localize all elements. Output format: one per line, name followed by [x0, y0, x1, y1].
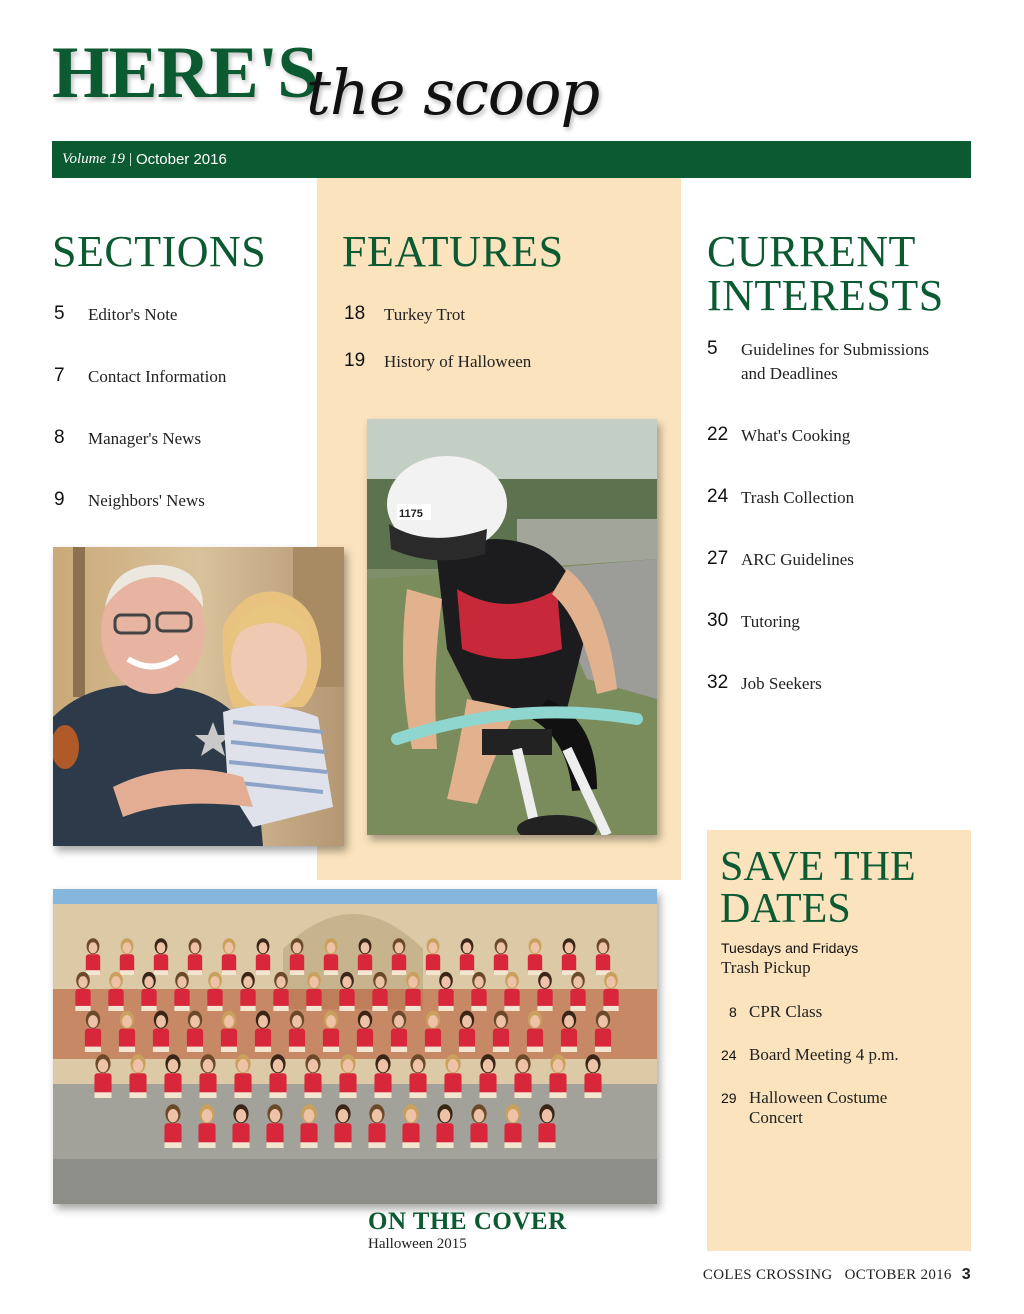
sections-item[interactable]: [54, 489, 205, 513]
dancer-figure: [470, 1104, 487, 1148]
masthead-script-title: the scoop: [306, 56, 600, 129]
dancer-figure: [514, 1054, 531, 1098]
volume-bar: [52, 141, 971, 178]
dancer-figure: [188, 938, 202, 975]
toc-label: Editor's Note: [88, 305, 178, 324]
dancer-figure: [164, 1104, 181, 1148]
dancer-figure: [561, 1011, 577, 1052]
dancer-figure: [549, 1054, 566, 1098]
toc-label: Tutoring: [741, 612, 800, 631]
dancer-figure: [368, 1104, 385, 1148]
helmet-number: 1175: [399, 508, 423, 520]
cover-photo: [53, 889, 657, 1204]
cyclist-image: [367, 419, 657, 835]
current-interests-item[interactable]: [707, 486, 854, 510]
dancer-figure: [120, 938, 134, 975]
dancer-figure: [562, 938, 576, 975]
page-number: 3: [961, 1266, 971, 1283]
toc-page-number: 8: [54, 427, 65, 448]
issue-date: October 2016: [135, 151, 227, 168]
dancer-figure: [85, 1011, 101, 1052]
features-item[interactable]: [344, 350, 531, 374]
toc-label: [741, 338, 929, 386]
save-date-item[interactable]: [721, 1045, 899, 1065]
toc-label-line2: and Deadlines: [741, 364, 838, 383]
toc-page-number: 19: [344, 350, 366, 371]
dancer-figure: [504, 972, 519, 1011]
save-date-day: 8: [729, 1004, 737, 1020]
officer-child-image: [53, 547, 344, 846]
dancer-figure: [240, 972, 255, 1011]
dancer-figure: [374, 1054, 391, 1098]
recurring-event: Trash Pickup: [721, 958, 811, 977]
page-footer: [703, 1266, 971, 1284]
toc-label: What's Cooking: [741, 426, 851, 445]
save-the-dates-title: [720, 846, 916, 930]
volume-number: Volume 19: [62, 151, 125, 167]
dancer-figure: [232, 1104, 249, 1148]
current-interests-item[interactable]: [707, 338, 929, 386]
dancer-figure: [290, 938, 304, 975]
features-item[interactable]: [344, 303, 465, 327]
dancer-figure: [300, 1104, 317, 1148]
dancer-figure: [425, 1011, 441, 1052]
save-date-label-line2: Concert: [749, 1108, 803, 1127]
dancer-figure: [153, 1011, 169, 1052]
dancer-figure: [584, 1054, 601, 1098]
save-date-label: Board Meeting 4 p.m.: [749, 1045, 899, 1064]
masthead-title: HERE'S: [52, 32, 318, 114]
dancer-figure: [198, 1104, 215, 1148]
volume-separator: |: [128, 151, 132, 167]
dancer-figure: [86, 938, 100, 975]
dancer-figure: [603, 972, 618, 1011]
dancer-figure: [108, 972, 123, 1011]
toc-page-number: 27: [707, 548, 729, 569]
save-date-item[interactable]: [721, 1088, 887, 1128]
dancer-figure: [570, 972, 585, 1011]
dancer-figure: [222, 938, 236, 975]
sections-item[interactable]: [54, 365, 226, 389]
dancer-figure: [255, 1011, 271, 1052]
toc-label: Neighbors' News: [88, 491, 205, 510]
toc-label: History of Halloween: [384, 352, 532, 371]
current-interests-title-line2: INTERESTS: [707, 271, 944, 320]
dancer-figure: [409, 1054, 426, 1098]
dancer-figure: [323, 1011, 339, 1052]
dancer-figure: [444, 1054, 461, 1098]
dancer-figure: [596, 938, 610, 975]
dancer-figure: [129, 1054, 146, 1098]
dancer-figure: [527, 1011, 543, 1052]
dancer-figure: [141, 972, 156, 1011]
toc-label: ARC Guidelines: [741, 550, 854, 569]
current-interests-item[interactable]: [707, 424, 850, 448]
toc-label: Contact Information: [88, 367, 227, 386]
toc-label: Manager's News: [88, 429, 202, 448]
save-title-line2: DATES: [720, 886, 851, 932]
dancer-figure: [479, 1054, 496, 1098]
dancer-figure: [339, 972, 354, 1011]
save-date-label: CPR Class: [749, 1002, 823, 1021]
toc-page-number: 30: [707, 610, 729, 631]
footer-publication: COLES CROSSING: [702, 1267, 833, 1283]
officer-child-photo: [53, 547, 344, 846]
toc-label: Turkey Trot: [384, 305, 466, 324]
toc-page-number: 7: [54, 365, 65, 386]
dancer-figure: [392, 938, 406, 975]
dancer-figure: [164, 1054, 181, 1098]
dancer-figure: [402, 1104, 419, 1148]
dancer-figure: [471, 972, 486, 1011]
dancer-figure: [504, 1104, 521, 1148]
dancer-figure: [459, 1011, 475, 1052]
dancer-figure: [154, 938, 168, 975]
dancer-figure: [339, 1054, 356, 1098]
current-interests-item[interactable]: [707, 548, 854, 572]
dancer-figure: [207, 972, 222, 1011]
features-title: FEATURES: [342, 227, 564, 276]
cover-caption-title: ON THE COVER: [368, 1208, 567, 1235]
current-interests-title-line1: CURRENT: [707, 227, 916, 276]
dancer-figure: [199, 1054, 216, 1098]
current-interests-item[interactable]: [707, 672, 822, 696]
recurring-days: Tuesdays and Fridays: [721, 940, 859, 956]
dancer-figure: [494, 938, 508, 975]
footer-issue: OCTOBER 2016: [844, 1267, 952, 1283]
dancer-figure: [493, 1011, 509, 1052]
save-title-line1: SAVE THE: [720, 844, 916, 890]
dancer-figure: [538, 1104, 555, 1148]
save-date-day: 24: [721, 1047, 737, 1063]
toc-label: Job Seekers: [741, 674, 822, 693]
dance-team-image: [53, 889, 657, 1204]
sections-item[interactable]: [54, 303, 177, 327]
dancer-figure: [256, 938, 270, 975]
dancer-figure: [528, 938, 542, 975]
dancer-figure: [460, 938, 474, 975]
dancer-figure: [324, 938, 338, 975]
dancer-figure: [269, 1054, 286, 1098]
current-interests-item[interactable]: [707, 610, 800, 634]
dancer-figure: [358, 938, 372, 975]
toc-page-number: 5: [54, 303, 65, 324]
dancer-figure: [334, 1104, 351, 1148]
dancer-figure: [436, 1104, 453, 1148]
dancer-figure: [405, 972, 420, 1011]
dancer-figure: [426, 938, 440, 975]
dancer-figure: [273, 972, 288, 1011]
cover-caption-subtitle: Halloween 2015: [368, 1236, 467, 1252]
save-date-label: [749, 1088, 887, 1128]
toc-page-number: 24: [707, 486, 729, 507]
dancer-figure: [537, 972, 552, 1011]
toc-page-number: 22: [707, 424, 729, 445]
dancer-figure: [595, 1011, 611, 1052]
dancer-figure: [174, 972, 189, 1011]
toc-page-number: 9: [54, 489, 65, 510]
save-date-label-line1: Halloween Costume: [749, 1088, 888, 1107]
dancer-figure: [289, 1011, 305, 1052]
sections-title: SECTIONS: [52, 227, 267, 276]
toc-label: Trash Collection: [741, 488, 855, 507]
dancer-figure: [372, 972, 387, 1011]
save-date-item[interactable]: [729, 1002, 822, 1022]
dancer-figure: [306, 972, 321, 1011]
dancer-figure: [94, 1054, 111, 1098]
dancer-figure: [221, 1011, 237, 1052]
dancer-figure: [438, 972, 453, 1011]
save-date-day: 29: [721, 1090, 737, 1106]
toc-page-number: 18: [344, 303, 366, 324]
dancer-figure: [357, 1011, 373, 1052]
cyclist-photo: [367, 419, 657, 835]
toc-label-line1: Guidelines for Submissions: [741, 340, 929, 359]
dancer-figure: [119, 1011, 135, 1052]
dancer-figure: [304, 1054, 321, 1098]
dancer-figure: [75, 972, 90, 1011]
toc-page-number: 5: [707, 338, 718, 359]
toc-page-number: 32: [707, 672, 729, 693]
dancer-figure: [266, 1104, 283, 1148]
dancer-figure: [391, 1011, 407, 1052]
sections-item[interactable]: [54, 427, 201, 451]
dancer-figure: [234, 1054, 251, 1098]
dancer-figure: [187, 1011, 203, 1052]
